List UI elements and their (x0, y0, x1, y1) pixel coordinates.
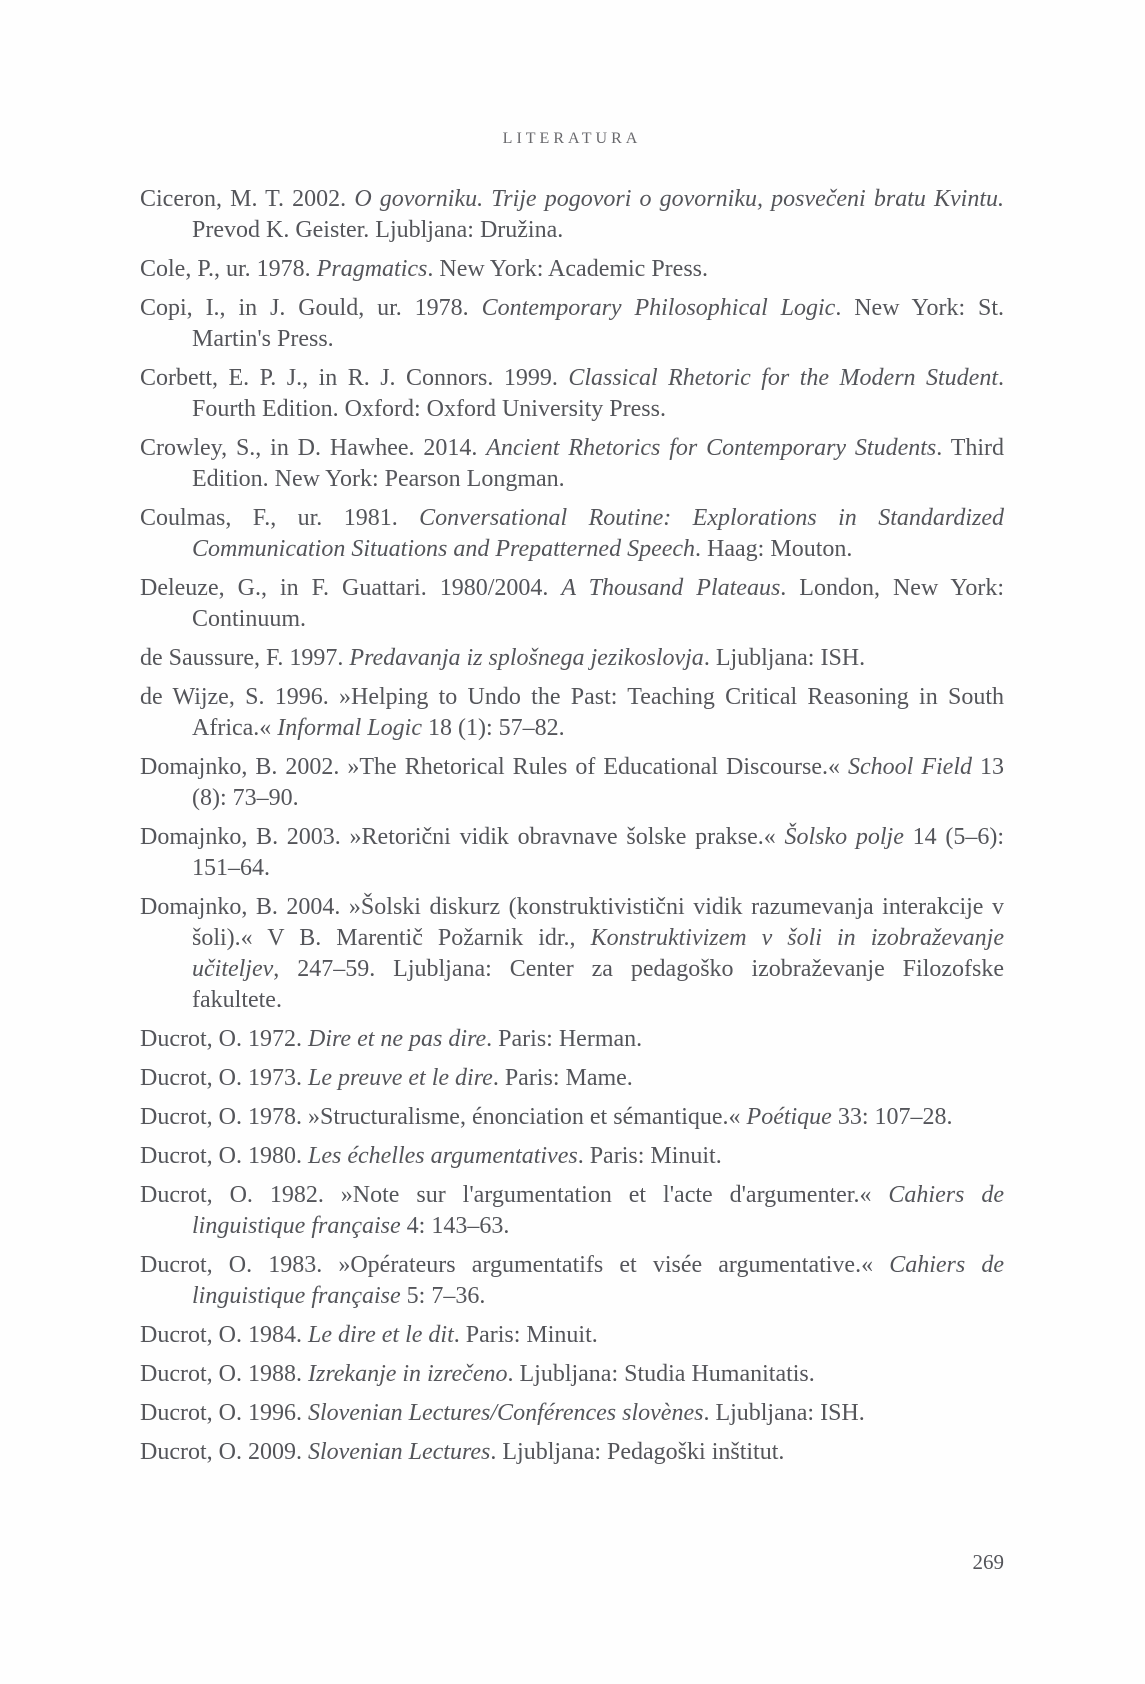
entry-text: . Ljubljana: Pedagoški inštitut. (490, 1439, 785, 1465)
entry-title-italic: Dire et ne pas dire (307, 1026, 487, 1052)
page-header-literatura: LITERATURA (502, 130, 642, 147)
entry-title-italic: Slovenian Lectures/Conférences slovènes (307, 1400, 704, 1426)
entry-text: 18 (1): 57–82. (421, 715, 565, 741)
entry-text: Ducrot, O. 1982. »Note sur l'argumentation et l'acte d'argumenter.« (140, 1182, 889, 1208)
bibliography-entry (140, 892, 1004, 1016)
entry-text: 13 (8): 73–90. (192, 754, 1004, 811)
bibliography-entry (140, 1359, 1004, 1390)
entry-title-italic: School Field (848, 754, 972, 780)
entry-title-italic: Le preuve et le dire (307, 1065, 493, 1091)
entry-title-italic: Cahiers de linguistique française (192, 1182, 1004, 1239)
entry-text: . New York: Academic Press. (427, 256, 708, 282)
entry-title-italic: Predavanja iz splošnega jezikoslovja (349, 645, 704, 671)
entry-title-italic: Classical Rhetoric for the Modern Student (568, 365, 998, 391)
entry-text: . New York: St. Martin's Press. (192, 295, 1005, 352)
entry-title-italic: Le dire et le dit (307, 1322, 454, 1348)
bibliography-entry (140, 1102, 1004, 1133)
entry-text: Ducrot, O. 1972. (140, 1026, 308, 1052)
entry-text: , 247–59. Ljubljana: Center za pedagoško izobraževanje Filozofske fakultete. (192, 956, 1004, 1013)
entry-text: 4: 143–63. (400, 1213, 510, 1239)
entry-text: Coulmas, F., ur. 1981. (140, 505, 420, 531)
entry-text: . Paris: Minuit. (577, 1143, 722, 1169)
entry-title-italic: Cahiers de linguistique française (192, 1252, 1004, 1309)
entry-text: . London, New York: Continuum. (192, 575, 1004, 632)
bibliography-entry (140, 643, 1004, 674)
entry-text: Domajnko, B. 2003. »Retorični vidik obravnave šolske prakse.« (140, 824, 785, 850)
bibliography-entry (140, 1250, 1004, 1312)
entry-text: Ciceron, M. T. 2002. (140, 186, 355, 212)
entry-title-italic: Konstruktivizem v šoli in izobraževanje učiteljev (192, 925, 1005, 982)
entry-title-italic: O govorniku. Trije pogovori o govorniku, posvečeni bratu Kvintu. (354, 186, 1004, 212)
entry-text: Ducrot, O. 1983. »Opérateurs argumentatifs et visée argumentative.« (140, 1252, 890, 1278)
entry-title-italic: Contemporary Philosophical Logic (481, 295, 836, 321)
entry-text: Domajnko, B. 2002. »The Rhetorical Rules of Educational Discourse.« (140, 754, 848, 780)
bibliography-entry (140, 1180, 1004, 1242)
bibliography-entry (140, 1141, 1004, 1172)
bibliography-entry (140, 184, 1004, 246)
bibliography-entry (140, 1024, 1004, 1055)
entry-text: . Ljubljana: ISH. (703, 645, 866, 671)
bibliography-entry (140, 573, 1004, 635)
entry-text: Cole, P., ur. 1978. (140, 256, 317, 282)
entry-text: . Ljubljana: ISH. (703, 1400, 865, 1426)
entry-title-italic: A Thousand Plateaus (561, 575, 781, 601)
entry-text: Deleuze, G., in F. Guattari. 1980/2004. (140, 575, 562, 601)
bibliography-list (140, 184, 1004, 1476)
entry-text: de Saussure, F. 1997. (140, 645, 350, 671)
entry-text: Ducrot, O. 1973. (140, 1065, 308, 1091)
entry-text: . Paris: Herman. (486, 1026, 643, 1052)
entry-text: 5: 7–36. (400, 1283, 486, 1309)
bibliography-entry (140, 752, 1004, 814)
entry-text: 14 (5–6): 151–64. (192, 824, 1004, 881)
page-number: 269 (972, 1550, 1004, 1574)
entry-text: Ducrot, O. 1984. (140, 1322, 308, 1348)
bibliography-entry (140, 1063, 1004, 1094)
bibliography-entry (140, 1437, 1004, 1468)
bibliography-entry (140, 254, 1004, 285)
entry-text: . Third Edition. New York: Pearson Longman. (192, 435, 1005, 492)
bibliography-entry (140, 293, 1004, 355)
entry-title-italic: Les échelles argumentatives (307, 1143, 578, 1169)
entry-title-italic: Informal Logic (277, 715, 422, 741)
entry-text: . Paris: Minuit. (453, 1322, 598, 1348)
entry-title-italic: Slovenian Lectures (307, 1439, 491, 1465)
bibliography-entry (140, 822, 1004, 884)
bibliography-entry (140, 1398, 1004, 1429)
entry-text: Ducrot, O. 1980. (140, 1143, 308, 1169)
entry-title-italic: Pragmatics (316, 256, 428, 282)
bibliography-entry (140, 433, 1004, 495)
bibliography-entry (140, 503, 1004, 565)
entry-title-italic: Poétique (746, 1104, 832, 1130)
bibliography-entry (140, 682, 1004, 744)
entry-title-italic: Conversational Routine: Explorations in Standardized Communication Situations and Prepatterned Speech (192, 505, 1004, 562)
entry-text: . Haag: Mouton. (695, 536, 853, 562)
entry-title-italic: Izrekanje in izrečeno (307, 1361, 508, 1387)
entry-text: Crowley, S., in D. Hawhee. 2014. (140, 435, 487, 461)
entry-text: Prevod K. Geister. Ljubljana: Družina. (192, 217, 564, 243)
entry-title-italic: Šolsko polje (784, 824, 904, 850)
entry-text: . Paris: Mame. (492, 1065, 633, 1091)
entry-text: Ducrot, O. 1988. (140, 1361, 308, 1387)
entry-text: Ducrot, O. 1996. (140, 1400, 308, 1426)
entry-title-italic: Ancient Rhetorics for Contemporary Students (486, 435, 937, 461)
entry-text: Domajnko, B. 2004. »Šolski diskurz (konstruktivistični vidik razumevanja interakcije v šoli).« V B. Marentič Požarnik idr., (140, 894, 1004, 951)
entry-text: Ducrot, O. 2009. (140, 1439, 308, 1465)
entry-text: . Fourth Edition. Oxford: Oxford University Press. (192, 365, 1004, 422)
bibliography-entry (140, 1320, 1004, 1351)
entry-text: . Ljubljana: Studia Humanitatis. (507, 1361, 815, 1387)
entry-text: Copi, I., in J. Gould, ur. 1978. (140, 295, 482, 321)
entry-text: Corbett, E. P. J., in R. J. Connors. 1999. (140, 365, 569, 391)
entry-text: de Wijze, S. 1996. »Helping to Undo the Past: Teaching Critical Reasoning in South Africa.« (140, 684, 1004, 741)
entry-text: Ducrot, O. 1978. »Structuralisme, énonciation et sémantique.« (140, 1104, 747, 1130)
bibliography-entry (140, 363, 1004, 425)
entry-text: 33: 107–28. (831, 1104, 953, 1130)
